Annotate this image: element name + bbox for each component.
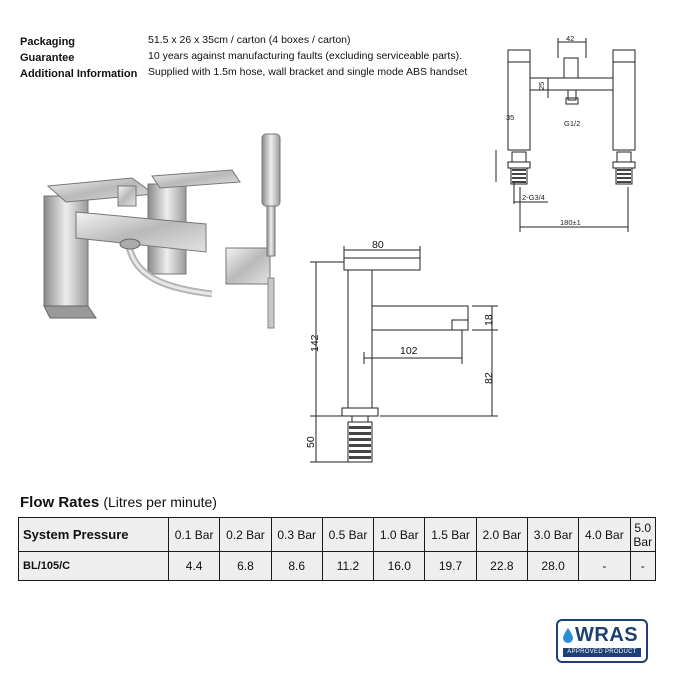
flow-value: 28.0 [527, 552, 578, 581]
flow-value: 6.8 [220, 552, 271, 581]
wras-badge [556, 619, 648, 663]
pressure-cell: 4.0 Bar [579, 518, 630, 552]
basin-dim-102: 102 [400, 345, 418, 357]
basin-dim-82: 82 [483, 372, 495, 384]
basin-dim-80: 80 [372, 240, 384, 251]
flow-value: - [579, 552, 630, 581]
basin-mixer-drawing [300, 240, 510, 476]
wras-subtitle: APPROVED PRODUCT [563, 648, 641, 657]
pressure-cell: 0.3 Bar [271, 518, 322, 552]
basin-dim-142: 142 [309, 334, 321, 352]
flow-value: 19.7 [425, 552, 476, 581]
pressure-cell: 0.5 Bar [322, 518, 373, 552]
bath-dim-180: 180±1 [560, 218, 581, 227]
product-photo [36, 128, 298, 333]
table-row [19, 552, 656, 581]
flow-value: 8.6 [271, 552, 322, 581]
flow-rates-table [18, 517, 656, 581]
bath-dim-42: 42 [566, 34, 575, 43]
flow-value: 4.4 [169, 552, 220, 581]
basin-dim-50: 50 [305, 436, 317, 448]
flow-value: - [630, 552, 655, 581]
wras-logo-text: WRAS [575, 624, 639, 646]
pressure-cell: 2.0 Bar [476, 518, 527, 552]
additional-info-label: Additional Information [20, 68, 138, 80]
pressure-cell: 1.5 Bar [425, 518, 476, 552]
flow-rates-unit: (Litres per minute) [103, 494, 217, 510]
bath-dim-25: 25 [537, 81, 546, 90]
flow-value: 22.8 [476, 552, 527, 581]
pressure-cell: 1.0 Bar [374, 518, 425, 552]
model-code: BL/105/C [19, 552, 169, 581]
flow-value: 11.2 [322, 552, 373, 581]
bath-thread-g34: 2-G3/4 [522, 193, 545, 202]
guarantee-value: 10 years against manufacturing faults (excluding serviceable parts). [148, 50, 462, 62]
table-header-row [19, 518, 656, 552]
pressure-last-value: 5.0 [634, 520, 652, 535]
packaging-label: Packaging [20, 36, 76, 48]
flow-rates-title: Flow Rates [20, 494, 100, 511]
pressure-cell: 3.0 Bar [527, 518, 578, 552]
pressure-last-unit: Bar [633, 534, 653, 549]
water-drop-icon [562, 627, 574, 643]
guarantee-label: Guarantee [20, 52, 75, 64]
system-pressure-label: System Pressure [19, 518, 169, 552]
basin-dim-18: 18 [483, 314, 495, 326]
packaging-value: 51.5 x 26 x 35cm / carton (4 boxes / carton) [148, 34, 351, 46]
flow-rates-heading [20, 494, 217, 511]
pressure-cell: 0.2 Bar [220, 518, 271, 552]
flow-value: 16.0 [374, 552, 425, 581]
bath-dim-35: 35 [506, 113, 515, 122]
bath-mixer-drawing [488, 32, 648, 237]
additional-info-value: Supplied with 1.5m hose, wall bracket and single mode ABS handset [148, 66, 468, 78]
pressure-cell: 0.1 Bar [169, 518, 220, 552]
bath-thread-g12: G1/2 [564, 119, 581, 128]
pressure-cell-last [630, 518, 655, 552]
